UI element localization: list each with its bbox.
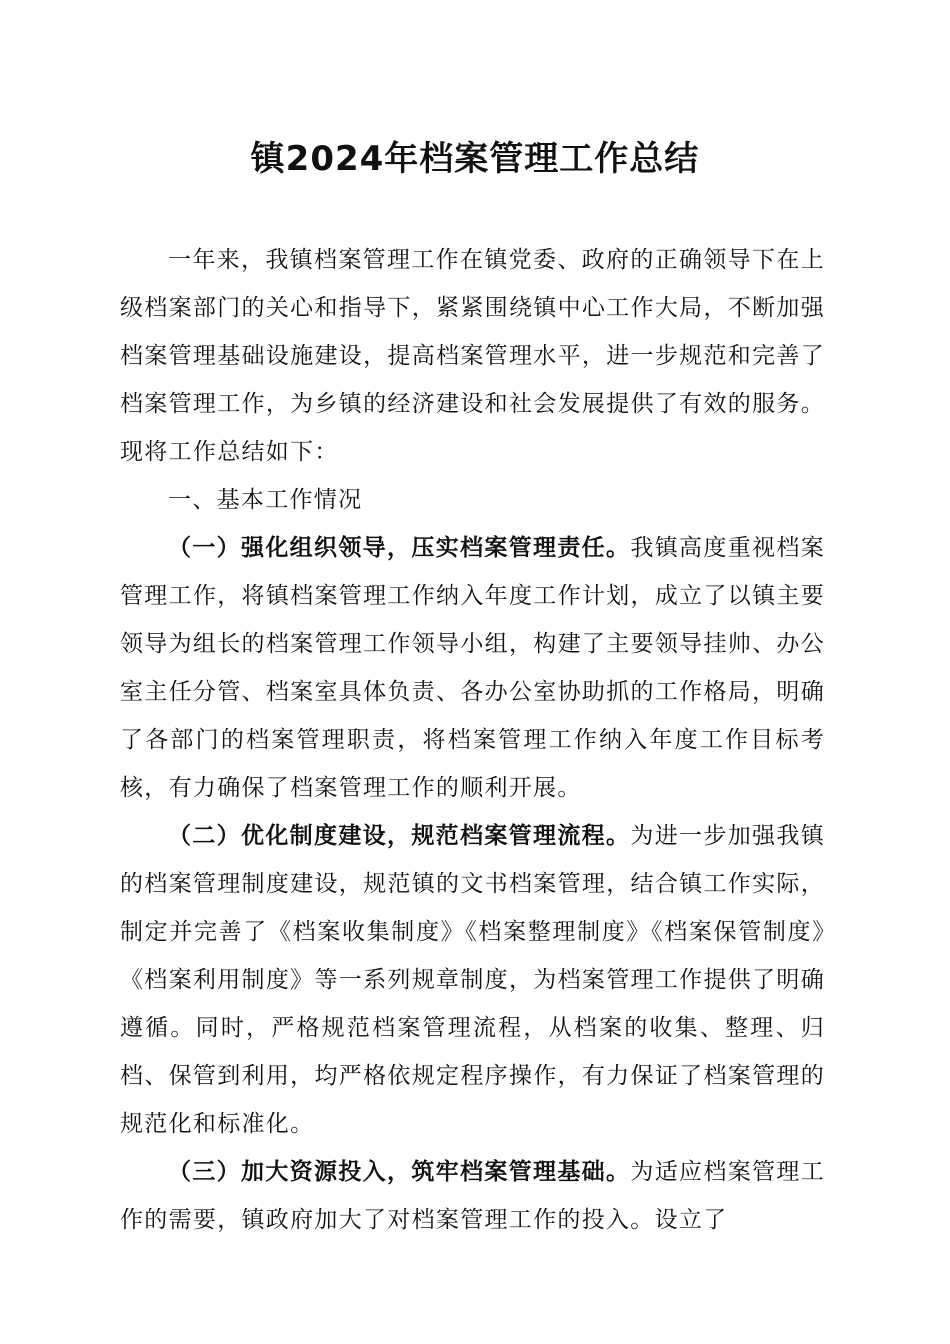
paragraph-item-2	[120, 812, 825, 1148]
intro-paragraph: 一年来，我镇档案管理工作在镇党委、政府的正确领导下在上级档案部门的关心和指导下，紧紧围绕镇中心工作大局，不断加强档案管理基础设施建设，提高档案管理水平，进一步规范和完善了档案管理工作，为乡镇的经济建设和社会发展提供了有效的服务。现将工作总结如下：	[120, 247, 825, 465]
paragraph-item-1	[120, 524, 825, 812]
item-3-text: 为适应档案管理工作的需要，镇政府加大了对档案管理工作的投入。设立了	[120, 1159, 825, 1233]
section-heading-basic-work: 一、基本工作情况	[168, 487, 363, 513]
item-2-lead: （二）优化制度建设，规范档案管理流程。	[168, 822, 631, 849]
item-1-text: 我镇高度重视档案管理工作，将镇档案管理工作纳入年度工作计划，成立了以镇主要领导为组长的档案管理工作领导小组，构建了主要领导挂帅、办公室主任分管、档案室具体负责、各办公室协助抓的工作格局，明确了各部门的档案管理职责，将档案管理工作纳入年度工作目标考核，有力确保了档案管理工作的顺利开展。	[120, 535, 825, 801]
paragraph-item-3	[120, 1148, 825, 1244]
document-title: 镇2024年档案管理工作总结	[250, 139, 700, 179]
item-1-lead: （一）强化组织领导，压实档案管理责任。	[168, 534, 631, 561]
item-2-text: 为进一步加强我镇的档案管理制度建设，规范镇的文书档案管理，结合镇工作实际，制定并完善了《档案收集制度》《档案整理制度》《档案保管制度》《档案利用制度》等一系列规章制度，为档案管理工作提供了明确遵循。同时，严格规范档案管理流程，从档案的收集、整理、归档、保管到利用，均严格依规定程序操作，有力保证了档案管理的规范化和标准化。	[120, 823, 825, 1137]
item-3-lead: （三）加大资源投入，筑牢档案管理基础。	[168, 1158, 631, 1185]
document-body	[120, 236, 825, 1244]
